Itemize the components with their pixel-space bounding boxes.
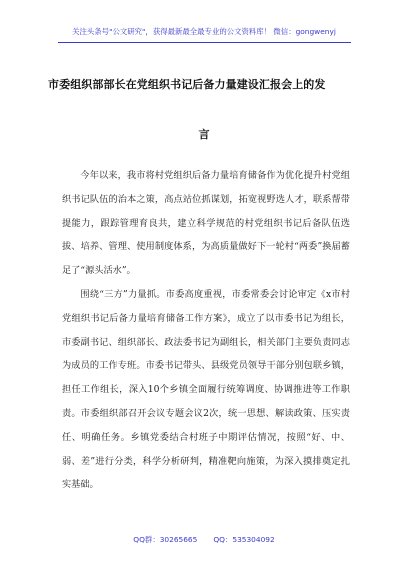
paragraph-2: 围绕“三方”力量抓。市委高度重视，市委常委会讨论审定《x市村党组织书记后备力量培育储备工作方案》，成立了以市委书记为组长，市委副书记、组织部长、政法委书记为副组长，相关部门主要负责同志为成员的工作专班。市委书记带头、县级党员领导干部分别包联乡镇，担任工作组长，深入10个乡镇全面履行统筹调度、协调推进等工作职责。市委组织部召开会议专题会议2次，统一思想、解读政策、压实责任、明确任务。乡镇党委结合村班子中期评估情况，按照“好、中、弱、差”进行分类，科学分析研判，精准靶向施策，为深入摸排奠定扎实基础。 [62, 288, 350, 491]
document-title-continued: 言 [198, 128, 210, 141]
header-divider [58, 42, 351, 43]
document-body [62, 164, 350, 497]
header-note: 关注头条号"公文研究"，获得最新最全最专业的公文资料库！ 微信：gongwenyj [72, 27, 336, 36]
paragraph-1: 今年以来，我市将村党组织后备力量培育储备作为优化提升村党组织书记队伍的治本之策，高点站位抓谋划，拓宽视野选人才，联系帮带提能力，跟踪管理育良共，建立科学规范的村党组织书记后备队伍选拔、培养、管理、使用制度体系，为高质量做好下一轮村“两委”换届蓄足了“源头活水”。 [62, 170, 350, 277]
document-title: 市委组织部部长在党组织书记后备力量建设汇报会上的发 [48, 78, 326, 91]
footer-qq-group: QQ群：30265665 [133, 535, 198, 544]
footer-qq: QQ：535304092 [213, 535, 275, 544]
footer-contact [0, 534, 408, 545]
